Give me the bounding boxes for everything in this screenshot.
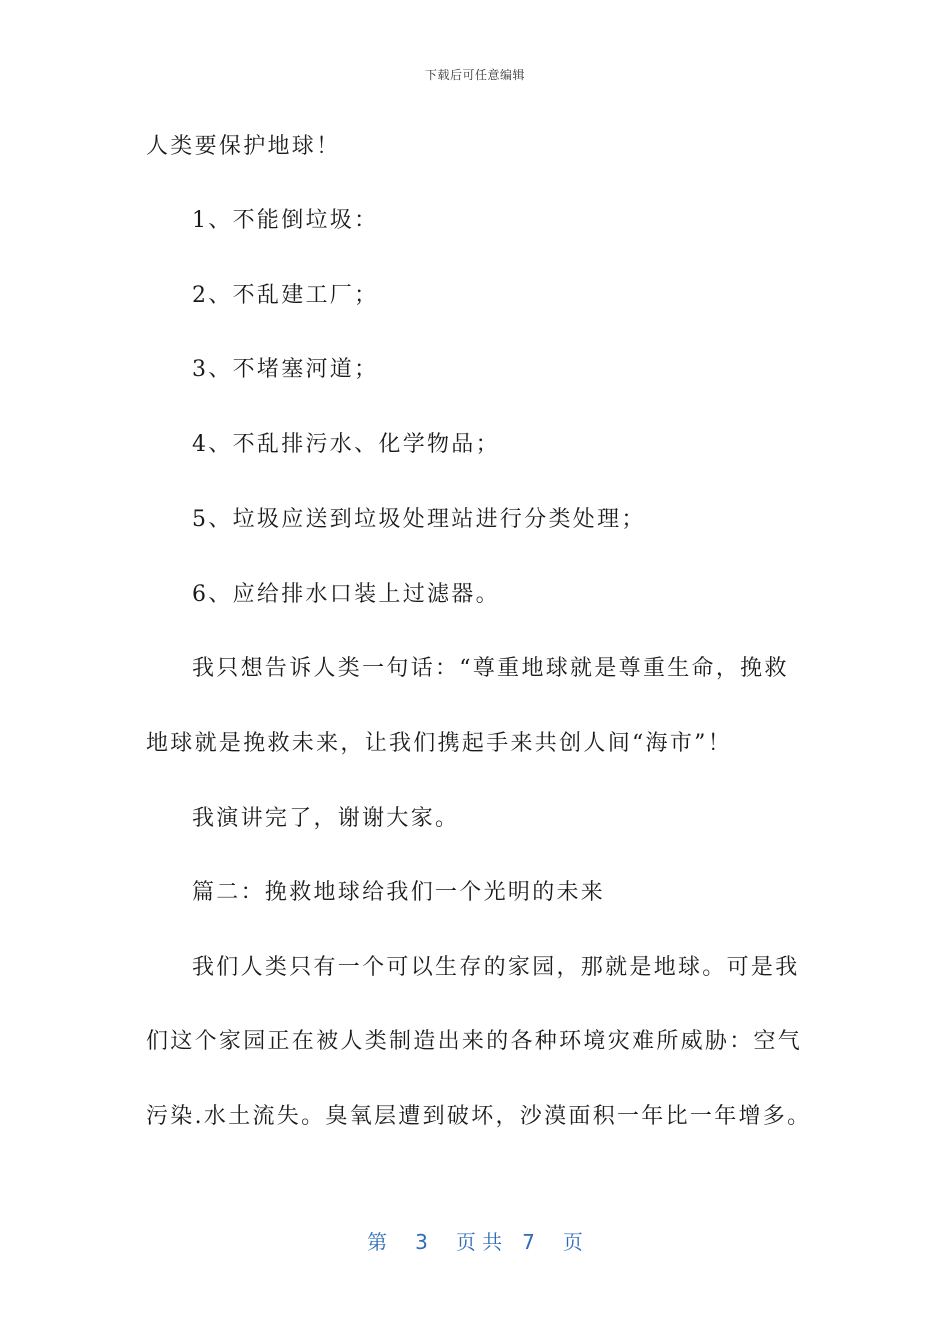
list-item: 5、垃圾应送到垃圾处理站进行分类处理；	[192, 507, 646, 532]
list-item: 6、应给排水口装上过滤器。	[192, 582, 500, 607]
page-footer	[0, 1226, 950, 1255]
text-line: 我只想告诉人类一句话：“尊重地球就是尊重生命，挽救	[192, 656, 789, 681]
footer-suffix: 页	[562, 1230, 583, 1254]
footer-total-pages: 7	[522, 1230, 535, 1254]
list-item: 4、不乱排污水、化学物品；	[192, 432, 500, 457]
footer-mid: 页 共	[455, 1230, 503, 1254]
footer-prefix: 第	[367, 1230, 388, 1254]
list-item: 1、不能倒垃圾：	[192, 208, 379, 233]
footer-page-number: 3	[415, 1230, 428, 1254]
list-item: 2、不乱建工厂；	[192, 283, 379, 308]
text-line: 们这个家园正在被人类制造出来的各种环境灾难所威胁：空气	[146, 1029, 803, 1054]
section-heading: 篇二：挽救地球给我们一个光明的未来	[192, 880, 606, 905]
text-line: 我们人类只有一个可以生存的家园，那就是地球。可是我	[192, 955, 800, 980]
text-line: 地球就是挽救未来，让我们携起手来共创人间“海市”！	[146, 731, 732, 756]
list-item: 3、不堵塞河道；	[192, 357, 379, 382]
header-note: 下载后可任意编辑	[424, 68, 525, 82]
text-line: 污染.水土流失。臭氧层遭到破坏，沙漠面积一年比一年增多。	[146, 1104, 812, 1129]
text-line: 我演讲完了，谢谢大家。	[192, 806, 460, 831]
text-line: 人类要保护地球！	[146, 134, 341, 159]
